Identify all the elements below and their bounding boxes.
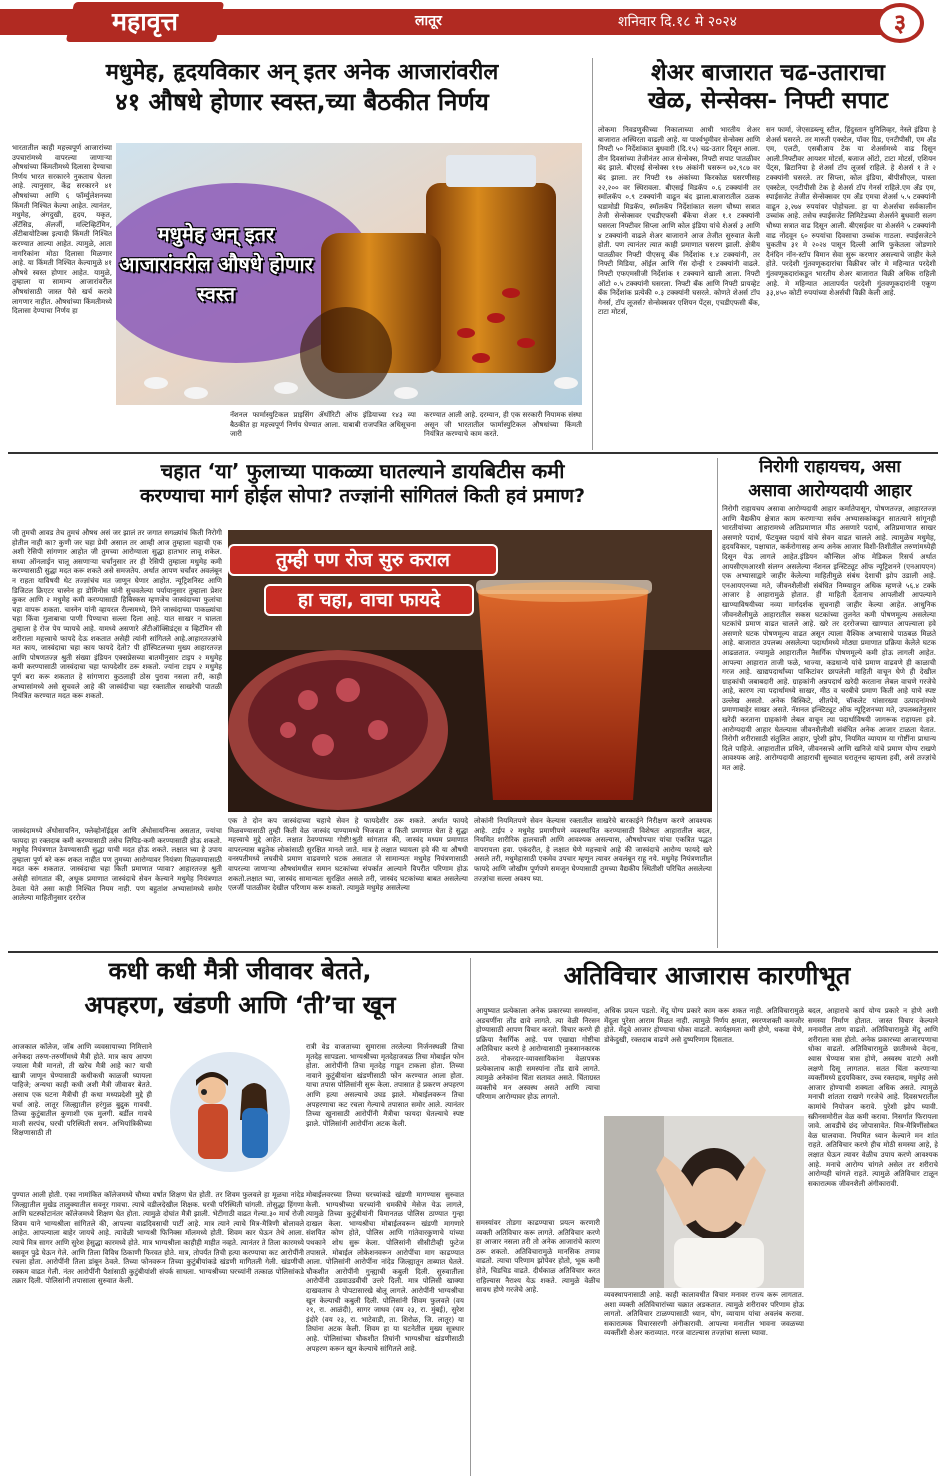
article5-illustration-couple (156, 1040, 304, 1185)
article3-column-1: जी तुमची आवड तेच तुमचं औषध असं जर झालं तर जगात सगळ्यांचं किती निरोगी होतील नाही का? कुणी जर चहा प्रेमी असाल तर आम्ही आज तुम्हाला चहाची एक अशी रेसिपी सांगणार आहोत जी तुमच्या आरोग्याला सुद्धा हातभार लावू शकेल. सध्या ऑनलाईन चालू असणाऱ्या चर्चांनुसार तर ही रेसिपी तुम्हाला मधुमेह कमी करण्यासाठी सुद्धा मदत करू शकते असे समजतेय. अर्थात आपण चर्चांवर अवलंबून न राहता याविषयी थेट तज्ज्ञांचंच मत जाणून घेणार आहोत. न्यूट्रिशनिस्ट आणि डिजिटल क्रिएटर चास्नेन हा डोमिनोस यांनी सुचवलेल्या पर्यायानुसार तुम्हाला प्रेशर कुकर आणि २ मधुमेह कमी करण्यासाठी हिबिस्कस म्हणजेच जास्वंदाच्या फुलांचा चहा वापरू शकता. चास्नेन यांनी व्हायरल रील्समध्ये, तिने जास्वंदाच्या पाकळ्यांचा चहा किंवा गुलाबाचा पाणी पिण्याचा सल्ला दिला आहे. यात साखर न घालता तुम्हाला हे रोज पेय प्यायचे आहे. यामध्ये असणारे ॲंटीऑक्सिडंट्स व व्हिटॅमिन सी शरीराला महत्त्वाचे फायदे देऊ शकतात असेही त्यांनी सांगितले आहे.आहारतज्ज्ञांचे मत काय, जास्वंदाचा चहा काय फायदे देतो? पी हॉस्पिटलच्या मुख्य आहारतज्ज्ञ आणि पोषणतज्ज्ञ श्रुती संख्या इंडियन एक्सप्रेसच्या बातमीनुसार टाइप २ मधुमेह कमी करण्यासाठी जास्वंदाचा चहा फायदेशीर ठरू शकतो. ज्यांना टाइप २ मधुमेह पूर्ण बरा करू शकतात हे सांगणारा कुठलाही ठोस पुरावा नसला तरी, काही अभ्यासांमध्ये असे सुचवले आहे की जास्वंदीचा चहा रक्तातील साखरेची पातळी नियंत्रित करण्यात मदत करू शकतो. (12, 528, 222, 701)
article3-column-2: एक ते दोन कप जास्वंदाच्या चहाचे सेवन हे फायदेशीर ठरू शकते. अर्थात फायदे मिळवण्यासाठी तुम्ही किती वेळ जास्वंद पाण्यामध्ये भिजवता व किती प्रमाणात घेता हे सुद्धा महत्त्वाचे मुद्दे आहेत. लक्षात ठेवण्याच्या गोष्टी!श्रुती सांगतात की, जास्वंद मध्यम प्रमाणात वापरल्यास बहुतेक लोकांसाठी सुरक्षित मानले जाते. मात्र हे लक्षात घ्यायला हवे की या औषधी वनस्पतीमध्ये लघवीचे प्रमाण वाढवणारे घटक असतात जे सामान्यतः मधुमेह नियंत्रणासाठी वापरल्या जाणाऱ्या औषधांमधील समान घटकांच्या संपर्कात आल्याने विपरीत परिणाम होऊ शकतो.लक्षात घ्या, जास्वंद सामान्यतः सुरक्षित असले तरी, जास्वंद घटकांच्या बाबत असलेल्या एलर्जी पातळीवर देखील परिणाम करू शकतो. त्यामुळे मधुमेह असलेल्या (228, 816, 468, 893)
article6-photo-stressed-woman (604, 1116, 804, 1288)
article6-column-3: बदल, आहाराचे कार्य योग्य प्रकारे न होणे अशी समस्या निर्माण होतात. जास्त विचार केल्याने मनावरील ताण वाढतो. अतिविचारामुळे मेंदू आणि शरीराला त्रास होतो. अनेक प्रकारच्या आजारपणाचा धोका वाढतो. अतिविचारामुळे छातीमध्ये वेदना, श्वास घेण्यास त्रास होणे, अस्वस्थ वाटणे अशी लक्षणे दिसू लागतात. सतत चिंता करणाऱ्या व्यक्तींमध्ये हृदयविकार, उच्च रक्तदाब, मधुमेह असे आजार होण्याची शक्यता अधिक असते. त्यामुळे मनाची शांतता राखणे गरजेचे आहे. दिवसभरातील कामांचे नियोजन करावे. पुरेशी झोप घ्यावी. स्क्रीनसमोरील वेळ कमी करावा. निसर्गात फिरायला जावे. आवडीचे छंद जोपासावेत. मित्र-मैत्रिणींसोबत वेळ घालवावा. नियमित ध्यान केल्याने मन शांत राहते. अतिविचार करणे हीच मोठी समस्या आहे, हे लक्षात घेऊन त्यावर वेळीच उपाय करणे आवश्यक आहे. मनाचे आरोग्य चांगले असेल तर शरीराचे आरोग्यही चांगले राहते. त्यामुळे अतिविचार टाळून सकारात्मक जीवनशैली अंगीकारावी. (808, 1006, 938, 1188)
article1-headline-line2: ४१ औषधे होणार स्वस्त,च्या बैठकीत निर्णय (115, 88, 489, 117)
issue-date: शनिवार दि.१८ मे २०२४ (618, 14, 737, 30)
section-rule (8, 452, 938, 454)
column-divider (717, 458, 718, 948)
article1-caption-col2: करण्यात आली आहे. दरम्यान, ही एक सरकारी नियामक संस्था असून जी भारतातील फार्मास्युटिकल औषधांच्या किंमती नियंत्रित करण्याचे काम करते. (424, 410, 582, 439)
article4-headline-line2: असावा आरोग्यदायी आहार (748, 480, 912, 501)
article3-photo-overlay-banner-2: हा चहा, वाचा फायदे (264, 584, 474, 616)
article5-column-1b: पुण्यात आली होती. एका नामांकित कॉलेजमध्ये चौथ्या वर्षात शिक्षण घेत होती. तर शिवम फुलवले हा मूळचा नांदेड जिल्ह्यातील मुखेड तालुक्यातील सवनूर गावचा. त्याचे वडीलदेखील शिक्षक. घरची परिस्थिती चांगली. तोसुद्धा हिंगणा आणि घटस्फोटानंतर कॉलेजमध्ये शिक्षण घेत होता. त्यामुळे दोघांत मैत्री झाली. भेटीगाठी वाढत गेल्या.३० मार्च रोजी शिवम याने भाग्यश्रीला सांगितले की, आपल्या वाढदिवसाची पार्टी आहे. मात्र त्याने त्याचे मित्र-मैत्रिणी बोलावले आहेत. आपल्याला बाहेर जायचे आहे. त्यावेळी भाग्यश्री फिनिक्स मॉलमध्ये होती. शिवम कार घेऊन तेथे आला. त्याचे मित्र सागर आणि सुरेश हेसुद्धा कारमध्ये होते. मात्र भाग्यश्रीला काहीही माहीत नव्हते. त्यानंतर ते तिला कारमध्ये बसवून पुढे घेऊन गेले. आणि तिला विविध ठिकाणी फिरवत होते. मात्र, तोपर्यंत तिची हत्या करण्याचा कट आरोपींनी रचला होता. आरोपींनी तिला डांबून ठेवले. तिच्या फोनवरून तिच्या कुटुंबीयांकडे खंडणी मागितली गेली. खंडणीची रक्कम वाढत गेली. नंतर आरोपींनी पैशांसाठी कुटुंबीयांशी संपर्क साधला. भाग्यश्रीच्या घरच्यांनी तत्काळ पोलिसांकडे तक्रार दिली. पोलिसांनी तपासाला सुरुवात केली. (12, 1190, 304, 1286)
article5-headline-line2: अपहरण, खंडणी आणि ‘ती’चा खून (84, 990, 396, 1019)
article5-column-2: रात्री वेड वाजताच्या सुमारास तरलेल्या निर्जनस्थळी तिचा मृतदेह सापडला. भाग्यश्रीच्या मृतदेहाजवळ तिचा मोबाईल फोन होता. आरोपींनी तिचा मृतदेह गाडून टाकला होता. तिच्या नावाने कुटुंबीयांना खंडणीसाठी फोन करण्यात आला होता. याचा तपास पोलिसांनी सुरू केला. तपासात हे प्रकरण अपहरण आणि हत्या असल्याचे उघड झाले. मोबाईलवरून तिचा अपहरणाचा कट रचला गेल्याचे तपासात समोर आले. त्यानंतर तिच्या खुनासाठी आरोपींनी मैत्रीचा फायदा घेतल्याचे स्पष्ट झाले. पोलिसांनी आरोपींना अटक केली. (306, 1042, 464, 1128)
article4-headline-line1: निरोगी राहायचय, असा (759, 457, 901, 477)
article2-column-2: सन फार्मा, जेएसडब्ल्यू स्टील, हिंदुस्तान युनिलिव्हर, नेस्ले इंडिया हे शेअर्स घसरले. तर मारुती एक्स्टेल, पॉवर ग्रिड, एनटीपीसी, एम ॲंड एम, एलटी, एसबीआय टेक या शेअर्समध्ये वाढ दिसून आली.निफ्टीवर आयशर मोटर्स, बजाज ऑटो, टाटा मोटर्स, एशियन पेंट्स, ब्रिटानिया हे शेअर्स टॉप लूजर्स राहिले. हे शेअर्स १ ते २ टक्क्यांनी घसरले. तर सिप्ला, कोल इंडिया, बीपीसीएल, पास्ता एक्स्टेल, एनटीपीसी टेक हे शेअर्स टॉप गेनर्स राहिले.एम ॲंड एम, स्पाईसजेट तेजीत सेन्सेक्सवर एम ॲंड एमचा शेअर्स ५.५ टक्क्यांनी वाढून ३,२७४ रुपयांवर पोहोचला. हा या शेअर्सचा सर्वकालीन उच्चांक आहे. तसेच स्पाईसजेट लिमिटेडच्या शेअर्सने बुधवारी सलग चौथ्या सत्रात वाढ दिसून आली. बीएसईवर या शेअर्सने ५ टक्क्यांनी वाढ नोंदवून ६० रुपयांचा दिवसाचा उच्चांक गाठला. स्पाईसजेटने चुकतीच ३१ मे २०२४ पासून दिल्ली आणि फुकेतला जोडणारे दैनंदिन नॉन-स्टॉप विमान सेवा सुरू करणार असल्याचे जाहीर केले होते. परदेशी गुंतवणूकदारांचा विक्रीवर जोर मे महिन्यात परदेशी गुंतवणूकदारांकडून भारतीय शेअर बाजारात विक्री अधिक राहिली आहे. मे महिन्यात आतापर्यंत परदेशी गुंतवणूकदारांनी एकूण ३३,४५० कोटी रुपयांच्या शेअर्सची विक्री केली आहे. (766, 125, 936, 298)
article5-headline (10, 958, 470, 1019)
article6-headline: अतिविचार आजारास कारणीभूत (563, 961, 851, 990)
article5-column-1: आजकाल कॉलेज, जॉब आणि व्यवसायाच्या निमित्ताने अनेकदा तरुण-तरुणींमध्ये मैत्री होते. मात्र काय आपण ज्याला मैत्री मानतो, ती खरेच मैत्री आहे का? याची खात्री जाणून घेण्यासाठी कधीकधी काळजी घ्यायला पाहिजे; अन्यथा काही कधी अशी मैत्री जीवावर बेतते. असाच एक घटना मैत्रीची ही कथा मध्यप्रदेशी मुद्दे ही चर्चा आहे. लातूर जिल्ह्यातील हरंगुळ बुद्रुक गावची. तिच्या कुटुंबातील कुणाशी एक मुलगी. बर्डील गावचे माजी सरपंच, घरची परिस्थिती सधन. अभियांत्रिकीच्या शिक्षणासाठी ती (12, 1042, 152, 1138)
couple-illustration (156, 1040, 304, 1185)
article3-photo-overlay-banner-1: तुम्ही पण रोज सुरु कराल (228, 544, 498, 576)
article6-column-2: अधिक प्रयत्न पडतो. मेंदू योग्य प्रकारे काम करू शकत नाही. अतिविचारामुळे मेंदूला पुरेसा आराम मिळत नाही. त्यामुळे निर्णय क्षमता, स्मरणशक्ती कमजोर होते. मेंदूचे आजार होण्याचा धोका वाढतो. कार्यक्षमता कमी होणे, थकवा येणे, डोकेदुखी, रक्तदाब वाढणे असे दुष्परिणाम दिसतात. (604, 1006, 804, 1044)
article2-headline-line1: शेअर बाजारात चढ-उताराचा (651, 60, 885, 86)
article4-headline (722, 458, 938, 501)
stressed-woman-illustration (604, 1116, 804, 1288)
article6-column-1b: समस्यांवर तोडगा काढण्याचा प्रयत्न करणारी व्यक्ती अतिविचार करू लागते. अतिविचार करणे हा आजार नसला तरी तो अनेक आजारांचे कारण ठरू शकतो. अतिविचारामुळे मानसिक तणाव वाढतो. त्याचा परिणाम झोपेवर होतो, भूक कमी होते, चिडचिड वाढते. दीर्घकाळ अतिविचार करत राहिल्यास नैराश्य येऊ शकते. त्यामुळे वेळीच सावध होणे गरजेचे आहे. (476, 1218, 600, 1295)
article3-column-3: लोकांनी नियमितपणे सेवन केल्यास रक्तातील साखरेचे बारकाईने निरीक्षण करणे आवश्यक आहे. टाईप २ मधुमेह प्रमाणीपणे व्यवस्थापित करण्यासाठी विशेषतः आहारातील बदल, नियमित शारीरिक हालचाली आणि आवश्यक असल्यास, औषधोपचार यांचा एकत्रित पद्धत वापरायला हवा. एकंदरीत, हे लक्षात घेणे महत्त्वाचे आहे की जास्वंदाचे आरोग्य फायदे खरे असले तरी, मधुमेहासाठी एकमेव उपचार म्हणून त्यावर अवलंबून राहू नये. मधुमेह नियंत्रणातील फायदे आणि जोखीम पूर्णपणे समजून घेण्यासाठी तुमच्या वैद्यकीय स्थितीशी परिचित असलेल्या तज्ज्ञांचा सल्ला अवश्य घ्या. (474, 816, 712, 883)
article5-headline-line1: कधी कधी मैत्री जीवावर बेतते, (108, 957, 372, 985)
page-number: ३ (893, 9, 907, 37)
article3-headline-line2: करण्याचा मार्ग होईल सोपा? तज्ज्ञांनी सांगितलं किती हवं प्रमाण? (139, 485, 586, 507)
article3-column-1b: जास्वंदामध्ये ॲंथोसायनिन, फ्लेव्होनॉईड्स आणि ॲंथोसायनिन्स असतात, ज्यांचा फायदा हा रक्तदाब कमी करण्यासाठी तसेच लिपिड-कमी करण्यासाठी होऊ शकतो. मधुमेह नियंत्रणात ठेवण्यासाठी सुद्धा याची मदत होऊ शकते. लक्षात घ्या हे उपाय तुम्हाला पूर्ण बरे करू शकत नाहीत पण तुमच्या आरोग्यावर नियंत्रण मिळवण्यासाठी मदत करू शकतात. जास्वंदाचा चहा किती प्रमाणात प्यावा? आहारतज्ज्ञ श्रुती असेही सांगतात की, अधूक प्रमाणात जास्वंदाचे सेवन केल्याने मधुमेह नियंत्रणात ठेवता येते असा काही निश्चित नियम नाही. पण बहुतांश अभ्यासांमध्ये समोर आलेल्या माहितीनुसार दररोज (12, 826, 222, 903)
article2-headline-line2: खेळ, सेन्सेक्स- निफ्टी सपाट (647, 88, 889, 115)
article2-headline (598, 60, 938, 115)
article1-headline-line1: मधुमेह, हृदयविकार अन् इतर अनेक आजारांवरील (105, 60, 499, 85)
newspaper-name: महावृत्त (112, 7, 178, 36)
masthead (0, 0, 945, 50)
article3-photo-hibiscus-tea (228, 530, 712, 812)
article1-headline (12, 60, 592, 117)
section-rule (8, 951, 938, 953)
article1-photo-overlay-text: मधुमेह अन् इतर आजारांवरील औषधे होणार स्वस्त (119, 222, 313, 306)
article6-column-1: आयुष्यात प्रत्येकाला अनेक प्रकारच्या समस्यांना, अडचणींना तोंड द्यावे लागते. त्या वेळी निरसन होण्यासाठी आपण विचार करतो. विचार करणे ही प्रक्रिया नैसर्गिक आहे. पण एखाद्या गोष्टीचा अतिविचार करणे हे आरोग्यासाठी नुकसानकारक ठरते. नोकरदार-व्यावसायिकांना वेळापत्रक प्रत्येकालाच काही समस्यांना तोंड द्यावे लागते. त्यामुळे अनेकांना चिंता सतावत असते. चिंताग्रस्त व्यक्तीचे मन अस्वस्थ असते आणि त्याचा परिणाम आरोग्यावर होऊ लागतो. (476, 1006, 600, 1102)
article1-caption-col1: नॅशनल फार्मास्युटिकल प्राइसिंग ॲथॉरिटी ऑफ इंडियाच्या १४३ व्या बैठकीत हा महत्त्वपूर्ण निर्णय घेण्यात आला. याबाबी राजपत्रित अधिसूचना जारी (230, 410, 416, 439)
article3-headline (10, 460, 715, 508)
article1-column-1: भारतातील काही महत्त्वपूर्ण आजारांच्या उपचारांमध्ये वापरल्या जाणाऱ्या औषधांच्या किंमतीमध्ये दिलासा देण्याचा निर्णय भारत सरकारने नुकताच घेतला आहे. त्यानुसार, केंद्र सरकारने ४१ औषधांच्या आणि ६ फॉर्म्युलेशनच्या किंमती निश्चित केल्या आहेत. त्यानंतर, मधुमेह, अंगदुखी, हृदय, यकृत, ॲंटॅसिड, ॲलर्जी, मल्टिव्हिटॅमिन, ॲंटीबायोटिक्स इत्यादी किंमती निश्चित करण्यात आल्या आहेत. त्यामुळे, आता नागरिकांना मोठा दिलासा मिळणार आहे. या किंमती निश्चित केल्यामुळे ४१ औषधे स्वस्त होणार आहेत. यामुळे, तुम्हाला या सामान्य आजारांवरील औषधांसाठी जास्त पैसे खर्च करावे लागणार नाहीत. औषधांच्या किंमतीमध्ये दिलासा देण्याचा निर्णय हा (12, 143, 112, 316)
newspaper-name-badge (66, 2, 225, 42)
page-number-badge (876, 3, 924, 43)
column-divider (470, 958, 471, 1476)
column-divider (592, 58, 593, 450)
article4-body: निरोगी राहायचय असावा आरोग्यदायी आहार कर्मातेपासून, पोषणतज्ज्ञ, आहारतज्ज्ञ आणि वैद्यकीय क्षेत्रात काम करणाऱ्या सर्वच अभ्यासकांकडून सातत्याने सांगूनही भारतीयांच्या आहारामध्ये अतिप्रमाणात मीठ असणारे पदार्थ, अतिप्रमाणात साखर असणारे पदार्थ, फॅटयुक्त पदार्थ यांचे सेवन वाढत चालले आहे. त्यामुळेच मधुमेह, हृदयविकार, पक्षाघात, कर्करोगासह अन्य अनेक आजार विशी-तिशीतील तरुणांमध्येही दिसून येऊ लागले आहेत.इंडियन कौन्सिल ऑफ मेडिकल रिसर्च अर्थात आयसीएमआरशी संलग्न असलेल्या नॅशनल इन्स्टिट्यूट ऑफ न्यूट्रिशनने (एनआयएन) एक अभ्यासाद्वारे जाहीर केलेल्या माहितीमुळे संबंध देशाची झोप उडाली आहे. एनआयएनच्या मते, जीवनशैलीशी संबंधित निम्म्याहून अधिक म्हणजे ५६.४ टक्के आजार हे आहारामुळे होतात. ही माहिती देतानाच आपलीशी आपल्याने खाण्याविषयीच्या नव्या मार्गदर्शक सूचनाही जाहीर केल्या आहेत. आधुनिक जीवनशैलीमुळे आहारातील सकस घटकांच्या तुलनेत कमी पोषणमूल्य असलेल्या घटकांचे प्रमाण वाढत चालले आहे. खरे तर दररोजच्या खाण्यात आपल्याला हवे असणारे घटक पोषणमूल्य वाढत असून त्याला वैश्विक अभ्यासाचे पाठबळ मिळते आहे. बाजारात उपलब्ध असलेल्या पदार्थांमध्ये मोठ्या प्रमाणात प्रक्रिया केलेले घटक आढळतात. ज्यामुळे आहारातील नैसर्गिक पोषणमूल्ये कमी होऊ लागली आहेत. आपल्या आहारात ताजी फळे, भाज्या, कडधान्ये यांचे प्रमाण वाढवणे ही काळाची गरज आहे. खाद्यपदार्थांच्या पाकिटांवर छापलेली माहिती वाचून घेणे ही देखील ग्राहकांची जबाबदारी आहे. ग्राहकांनी अन्नपदार्थ खरेदी करताना लेबल वाचणे गरजेचे आहे, कारण त्या पदार्थामध्ये साखर, मीठ व चरबीचे प्रमाण किती आहे याचे स्पष्ट उल्लेख असतो. अनेक बिस्किटे, शीतपेये, चॉकलेट यांसारख्या उत्पादनांमध्ये प्रमाणाबाहेर साखर असते. नॅशनल इन्स्टिट्यूट ऑफ न्यूट्रिशनच्या मते, उपलब्धतेनुसार खरेदी करताना ग्राहकांनी लेबल वाचून त्या पदार्थाविषयी जागरूक राहायला हवे. आरोग्यदायी आहार घेतल्यास जीवनशैलीशी संबंधित अनेक आजार टाळता येतात. निरोगी शरीरासाठी संतुलित आहार, पुरेशी झोप, नियमित व्यायाम या गोष्टींना प्राधान्य दिले पाहिजे. आहारातील प्रथिने, जीवनसत्त्वे आणि खनिजे यांचे प्रमाण योग्य राखणे आवश्यक आहे. आरोग्यदायी आहाराची सुरुवात घरातूनच व्हायला हवी, असे तज्ज्ञांचे मत आहे. (722, 504, 936, 773)
article5-column-2b: मोबाईलवरच्या तिच्या घरच्यांकडे खंडणी मागण्यास सुरुवात केली. भाग्यश्रीच्या घरच्यांनी धमकीचे मेसेज येऊ लागले, त्यामुळे तिच्या कुटुंबीयांनी विमानतळ पोलिस ठाण्यात गुन्हा दाखल केला. भाग्यश्रीचा मोबाईलवरून खंडणी मागणारे संशयित कोण होते, पोलिस आणि गांतेवारकुणाचे यांच्या पथकाने शोध सुरू केला. पोलिसांनी सीसीटीव्ही फुटेज तपासले. मोबाईल लोकेशनवरून आरोपींचा माग काढण्यात आला. पोलिसांनी आरोपींना नांदेड जिल्ह्यातून ताब्यात घेतले. चौकशीत आरोपींनी गुन्ह्याची कबुली दिली. सुरुवातीला आरोपींनी उडवाउडवीची उत्तरे दिली. मात्र पोलिसी खाक्या दाखवताच ते पोपटासारखे बोलू लागले. आरोपींनी भाग्यश्रीचा खून केल्याची कबुली दिली. पोलिसांनी शिवम फुलवले (वय २१, रा. आळंदी), सागर जाधव (वय २३, रा. मुंबई), सुरेश इंदोरे (वय २३, रा. भाटेवाडी, ता. शिरोळ, जि. लातूर) या तिघांना अटक केली. शिवम हा या घटनेतील मुख्य सूत्रधार आहे. पोलिसांच्या चौकशीत तिघांनी भाग्यश्रीचा खंडणीसाठी अपहरण करून खून केल्याचे सांगितले आहे. (306, 1190, 464, 1353)
article2-column-1: लोकमा निवडणुकीच्या निकालाच्या आधी भारतीय शेअर बाजारात अस्थिरता वाढली आहे. या पार्श्वभूमीवर सेन्सेक्स आणि निफ्टी ५० निर्देशांकात बुधवारी (दि.१५) चढ-उतार दिसून आला. तीन दिवसांच्या तेजीनंतर आज सेन्सेक्स, निफ्टी सपाट पातळीवर बंद झाले. बीएसई सेन्सेक्स ११७ अंकांनी घसरून ७२,९८७ वर बंद झाला. तर निफ्टी १७ अंकांच्या किरकोळ घसरणीसह २२,२०० वर स्थिरावला. बीएसई मिडकॅप ०.६ टक्क्यांनी तर स्मॉलकॅप ०.९ टक्क्यांनी वाढून बंद झाला.बाजारातील ठळक घडामोडी मिडकॅप, स्मॉलकॅप निर्देशांकात सलग चौथ्या सत्रात तेजी सेन्सेक्सवर एचडीएफसी बँकेचा शेअर १.१ टक्क्यांनी घसरला निफ्टीवर सिप्ला आणि कोल इंडिया यांचे शेअर्स ३ आणि ४ टक्क्यांनी वाढले शेअर बाजाराने आज तेजीत सुरुवात केली होती. पण त्यानंतर त्यात काही प्रमाणात घसरण झाली. क्षेत्रीय पातळीवर निफ्टी पीएसयू बँक निर्देशांक १.४ टक्क्यांनी, तर निफ्टी मिडिया, ऑईल आणि गॅस दोन्ही १ टक्क्यांनी वाढले. निफ्टी एफएमसीजी निर्देशांक १ टक्क्याने खाली आला. निफ्टी ऑटो ०.५ टक्क्यांनी घसरला. निफ्टी बँक आणि निफ्टी प्रायव्हेट बँक निर्देशांक प्रत्येकी ०.३ टक्क्यांनी घसरले. कोणते शेअर्स टॉप गेनर्स, टॉप लूजर्स? सेन्सेक्सवर एशियन पेंट्स, एचडीएफसी बँक, टाटा मोटर्स, (598, 125, 760, 317)
article1-photo-medicine-bottles (116, 143, 582, 405)
article6-column-2b: व्यवस्थापनासाठी आहे. काही कालावधीत विचार मनावर राज्य करू लागतात. अशा व्यक्ती अतिविचारांच्या चक्रात अडकतात. त्यामुळे शरीरावर परिणाम होऊ लागतो. अतिविचार टाळण्यासाठी ध्यान, योग, व्यायाम यांचा अवलंब करावा. सकारात्मक विचारसरणी अंगीकारावी. आपल्या मनातील भावना जवळच्या व्यक्तींशी शेअर कराव्यात. गरज वाटल्यास तज्ज्ञांचा सल्ला घ्यावा. (604, 1290, 804, 1338)
article3-headline-line1: चहात ‘या’ फुलाच्या पाकळ्या घातल्याने डायबिटीस कमी (160, 459, 565, 483)
edition-city: लातूर (415, 13, 442, 29)
